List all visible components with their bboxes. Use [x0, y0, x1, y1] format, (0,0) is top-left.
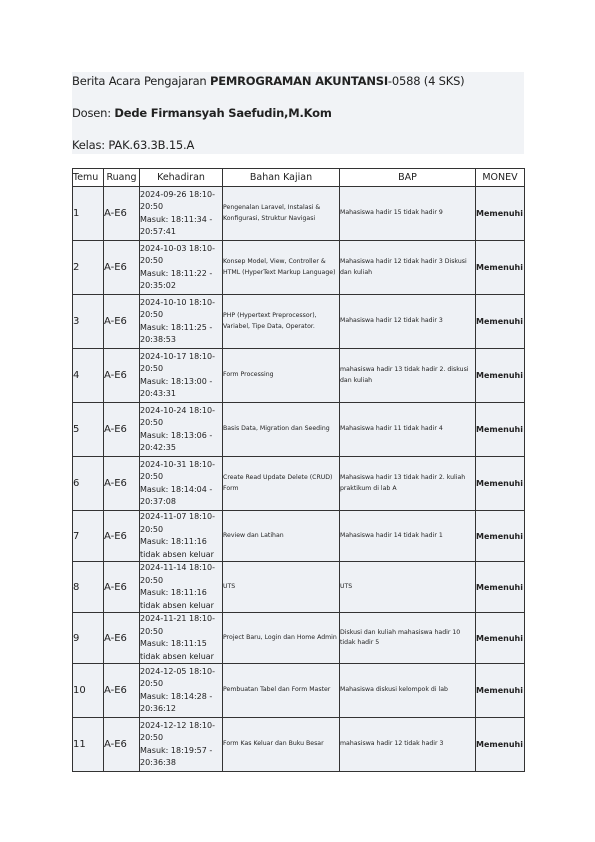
check-in-time: Masuk: 18:11:25 - 20:38:53 [140, 322, 213, 344]
cell-monev: Memenuhi [476, 562, 525, 613]
cell-temu: 1 [73, 187, 104, 241]
cell-monev: Memenuhi [476, 664, 525, 718]
cell-kehadiran [140, 511, 223, 562]
schedule-time: 2024-10-17 18:10-20:50 [140, 351, 215, 373]
cell-monev: Memenuhi [476, 403, 525, 457]
table-row [73, 241, 525, 295]
check-in-time: Masuk: 18:13:06 - 20:42:35 [140, 430, 213, 452]
table-row [73, 187, 525, 241]
cell-bahan-kajian: Pembuatan Tabel dan Form Master [223, 664, 340, 718]
cell-bahan-kajian: Konsep Model, View, Controller & HTML (HyperText Markup Language) [223, 241, 340, 295]
check-in-time: Masuk: 18:14:04 - 20:37:08 [140, 484, 213, 506]
cell-kehadiran [140, 613, 223, 664]
check-in-time: Masuk: 18:13:00 - 20:43:31 [140, 376, 213, 398]
table-row [73, 664, 525, 718]
table-row [73, 349, 525, 403]
cell-temu: 7 [73, 511, 104, 562]
col-monev: MONEV [476, 169, 525, 187]
cell-kehadiran [140, 295, 223, 349]
cell-kehadiran [140, 241, 223, 295]
check-in-time: Masuk: 18:11:15 tidak absen keluar [140, 639, 214, 661]
cell-bahan-kajian: Form Kas Keluar dan Buku Besar [223, 718, 340, 772]
schedule-time: 2024-10-24 18:10-20:50 [140, 405, 215, 427]
cell-bap: Mahasiswa hadir 15 tidak hadir 9 [340, 187, 476, 241]
cell-monev: Memenuhi [476, 295, 525, 349]
table-row [73, 613, 525, 664]
cell-temu: 4 [73, 349, 104, 403]
table-row [73, 457, 525, 511]
document-header [72, 72, 524, 154]
check-in-time: Masuk: 18:19:57 - 20:36:38 [140, 745, 213, 767]
cell-bahan-kajian: UTS [223, 562, 340, 613]
cell-monev: Memenuhi [476, 511, 525, 562]
cell-kehadiran [140, 187, 223, 241]
cell-bap: mahasiswa hadir 13 tidak hadir 2. diskusi dan kuliah [340, 349, 476, 403]
schedule-time: 2024-11-07 18:10-20:50 [140, 512, 215, 534]
cell-bahan-kajian: Review dan Latihan [223, 511, 340, 562]
check-in-time: Masuk: 18:11:34 - 20:57:41 [140, 214, 213, 236]
check-in-time: Masuk: 18:11:16 tidak absen keluar [140, 537, 214, 559]
cell-monev: Memenuhi [476, 718, 525, 772]
table-row [73, 295, 525, 349]
cell-ruang: A-E6 [104, 403, 140, 457]
schedule-time: 2024-12-12 18:10-20:50 [140, 720, 215, 742]
cell-ruang: A-E6 [104, 613, 140, 664]
check-in-time: Masuk: 18:11:22 - 20:35:02 [140, 268, 213, 290]
cell-bap: Mahasiswa hadir 11 tidak hadir 4 [340, 403, 476, 457]
cell-bap: Mahasiswa hadir 14 tidak hadir 1 [340, 511, 476, 562]
cell-ruang: A-E6 [104, 241, 140, 295]
cell-bap: Mahasiswa hadir 12 tidak hadir 3 [340, 295, 476, 349]
cell-temu: 2 [73, 241, 104, 295]
cell-bap: mahasiswa hadir 12 tidak hadir 3 [340, 718, 476, 772]
cell-bap: Mahasiswa hadir 13 tidak hadir 2. kuliah praktikum di lab A [340, 457, 476, 511]
cell-monev: Memenuhi [476, 613, 525, 664]
cell-ruang: A-E6 [104, 349, 140, 403]
schedule-time: 2024-10-31 18:10-20:50 [140, 459, 215, 481]
schedule-time: 2024-10-03 18:10-20:50 [140, 243, 215, 265]
cell-bahan-kajian: Create Read Update Delete (CRUD) Form [223, 457, 340, 511]
cell-kehadiran [140, 349, 223, 403]
schedule-time: 2024-12-05 18:10-20:50 [140, 666, 215, 688]
schedule-time: 2024-11-14 18:10-20:50 [140, 563, 215, 585]
cell-ruang: A-E6 [104, 664, 140, 718]
schedule-time: 2024-09-26 18:10-20:50 [140, 189, 215, 211]
cell-ruang: A-E6 [104, 457, 140, 511]
col-temu: Temu [73, 169, 104, 187]
cell-bahan-kajian: Pengenalan Laravel, Instalasi & Konfigurasi, Struktur Navigasi [223, 187, 340, 241]
check-in-time: Masuk: 18:11:16 tidak absen keluar [140, 588, 214, 610]
class-line: Kelas: PAK.63.3B.15.A [72, 138, 195, 152]
cell-bahan-kajian: Basis Data, Migration dan Seeding [223, 403, 340, 457]
cell-bap: Mahasiswa diskusi kelompok di lab [340, 664, 476, 718]
col-bap: BAP [340, 169, 476, 187]
title-prefix: Berita Acara Pengajaran [72, 74, 210, 88]
cell-monev: Memenuhi [476, 349, 525, 403]
cell-bap: Mahasiswa hadir 12 tidak hadir 3 Diskusi dan kuliah [340, 241, 476, 295]
cell-bahan-kajian: Project Baru, Login dan Home Admin [223, 613, 340, 664]
cell-temu: 6 [73, 457, 104, 511]
cell-bap: Diskusi dan kuliah mahasiswa hadir 10 tidak hadir 5 [340, 613, 476, 664]
cell-ruang: A-E6 [104, 187, 140, 241]
cell-kehadiran [140, 457, 223, 511]
attendance-table [72, 168, 525, 772]
cell-monev: Memenuhi [476, 457, 525, 511]
cell-kehadiran [140, 562, 223, 613]
cell-monev: Memenuhi [476, 187, 525, 241]
cell-kehadiran [140, 664, 223, 718]
col-kehadiran: Kehadiran [140, 169, 223, 187]
cell-kehadiran [140, 403, 223, 457]
table-row [73, 718, 525, 772]
table-header-row [73, 169, 525, 187]
course-code: -0588 (4 SKS) [387, 74, 465, 88]
cell-kehadiran [140, 718, 223, 772]
cell-temu: 3 [73, 295, 104, 349]
schedule-time: 2024-10-10 18:10-20:50 [140, 297, 215, 319]
cell-temu: 8 [73, 562, 104, 613]
schedule-time: 2024-11-21 18:10-20:50 [140, 614, 215, 636]
cell-bap: UTS [340, 562, 476, 613]
cell-temu: 10 [73, 664, 104, 718]
cell-ruang: A-E6 [104, 511, 140, 562]
lecturer-label: Dosen: [72, 106, 115, 120]
cell-temu: 9 [73, 613, 104, 664]
lecturer-name: Dede Firmansyah Saefudin,M.Kom [114, 106, 332, 120]
cell-bahan-kajian: Form Processing [223, 349, 340, 403]
table-row [73, 403, 525, 457]
cell-bahan-kajian: PHP (Hypertext Preprocessor), Variabel, Tipe Data, Operator. [223, 295, 340, 349]
col-ruang: Ruang [104, 169, 140, 187]
table-body [73, 187, 525, 772]
cell-ruang: A-E6 [104, 718, 140, 772]
col-bahan-kajian: Bahan Kajian [223, 169, 340, 187]
cell-temu: 11 [73, 718, 104, 772]
check-in-time: Masuk: 18:14:28 - 20:36:12 [140, 691, 213, 713]
cell-temu: 5 [73, 403, 104, 457]
cell-ruang: A-E6 [104, 562, 140, 613]
title-line [72, 74, 464, 88]
table-row [73, 562, 525, 613]
cell-monev: Memenuhi [476, 241, 525, 295]
cell-ruang: A-E6 [104, 295, 140, 349]
course-name: PEMROGRAMAN AKUNTANSI [209, 74, 388, 88]
lecturer-line [72, 106, 332, 120]
table-row [73, 511, 525, 562]
